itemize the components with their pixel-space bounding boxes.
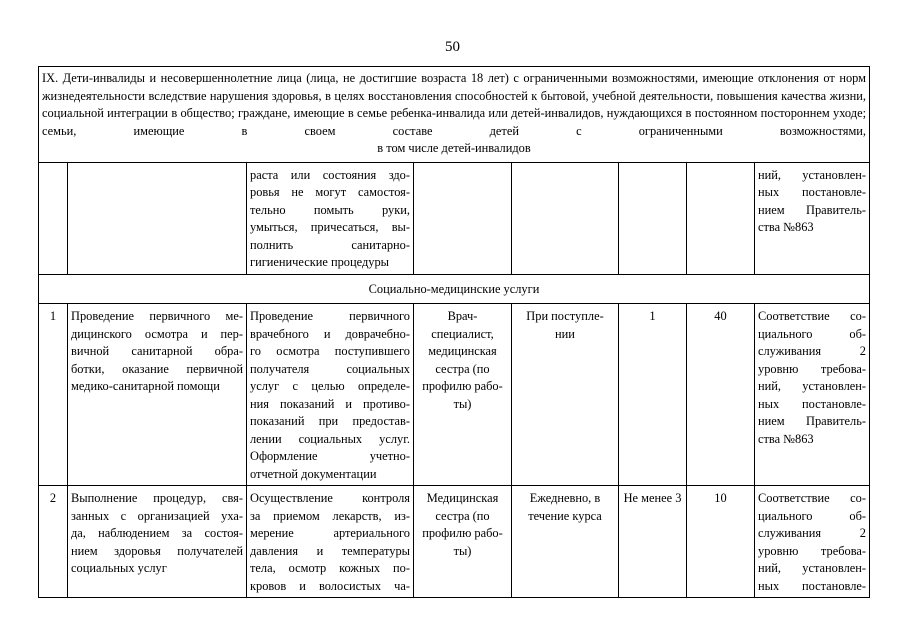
cont-desc-line: полнить санитарно- — [250, 237, 410, 252]
name-line: социальных услуг — [71, 561, 167, 575]
desc-line: Осуществление контроля — [250, 491, 410, 505]
name-line: да, наблюдением за состоя- — [71, 526, 243, 540]
frequency-line: При поступле- — [526, 309, 604, 323]
category-header — [39, 67, 870, 163]
desc-line: показаний при предостав- — [250, 414, 410, 428]
standard-line: ний, установлен- — [758, 379, 867, 393]
cont-cell-performer — [414, 162, 512, 274]
row-frequency — [512, 304, 619, 486]
standard-line: служивания 2 — [758, 344, 867, 358]
row-name — [68, 486, 247, 598]
name-line: Проведение первичного ме- — [71, 309, 243, 323]
cont-cell-num — [39, 162, 68, 274]
row-count: Не менее 3 — [619, 486, 687, 598]
desc-line: тела, осмотр кожных по- — [250, 561, 410, 575]
desc-line: получателя социальных — [250, 361, 410, 376]
desc-line: Оформление учетно- — [250, 449, 410, 463]
name-line: занных с организацией уха- — [71, 508, 243, 523]
cont-desc-line: тельно помыть руки, — [250, 202, 410, 217]
name-line: медико-санитарной помощи — [71, 379, 220, 393]
cont-desc-line: гигиенические процедуры — [250, 255, 389, 269]
cont-cell-count — [619, 162, 687, 274]
cont-cell-frequency — [512, 162, 619, 274]
performer-line: профилю рабо- — [422, 379, 503, 393]
performer-line: медицинская — [428, 344, 497, 358]
name-line: ботки, оказание первичной — [71, 361, 243, 376]
standard-line: нием Правитель- — [758, 414, 867, 428]
performer-line: сестра (по — [435, 361, 490, 376]
standard-line: уровню требова- — [758, 543, 867, 558]
row-standard — [755, 486, 870, 598]
cont-cell-duration — [687, 162, 755, 274]
table-row — [39, 304, 870, 486]
standard-line: служивания 2 — [758, 526, 867, 540]
frequency-line: течение курса — [528, 508, 602, 523]
performer-line: сестра (по — [435, 508, 490, 523]
cont-cell-description — [247, 162, 414, 274]
desc-line: врачебного и доврачебно- — [250, 326, 410, 341]
desc-line: отчетной документации — [250, 466, 377, 481]
row-name — [68, 304, 247, 486]
standard-line: Соответствие со- — [758, 491, 867, 505]
performer-line: специалист, — [431, 326, 494, 341]
standard-line: ства №863 — [758, 431, 814, 446]
continuation-row — [39, 162, 870, 274]
row-performer — [414, 304, 512, 486]
desc-line: го осмотра поступившего — [250, 344, 410, 358]
page-number: 50 — [445, 39, 460, 55]
cont-desc-line: ровья не могут самостоя- — [250, 185, 410, 199]
desc-line: ния показаний и противо- — [250, 396, 410, 411]
performer-line: Врач- — [447, 309, 478, 323]
cont-std-line: ства №863 — [758, 220, 814, 234]
performer-line: ты) — [453, 396, 472, 411]
cont-std-line: ний, установлен- — [758, 167, 867, 182]
desc-line: Проведение первичного — [250, 309, 410, 323]
row-frequency — [512, 486, 619, 598]
name-line: дицинского осмотра и пер- — [71, 326, 243, 341]
standard-line: уровню требова- — [758, 361, 867, 376]
standard-line: ний, установлен- — [758, 561, 867, 575]
row-standard — [755, 304, 870, 486]
cont-desc-line: умыться, причесаться, вы- — [250, 220, 410, 234]
performer-line: ты) — [453, 543, 472, 558]
performer-line: профилю рабо- — [422, 526, 503, 540]
standard-line: Соответствие со- — [758, 309, 867, 323]
cont-std-line: ных постановле- — [758, 185, 867, 199]
desc-line: лении социальных услуг. — [250, 431, 410, 446]
name-line: Выполнение процедур, свя- — [71, 491, 243, 505]
row-performer — [414, 486, 512, 598]
desc-line: давления и температуры — [250, 543, 410, 558]
desc-line: кровов и волосистых ча- — [250, 578, 410, 593]
desc-line: мерение артериального — [250, 526, 410, 540]
performer-line: Медицинская — [426, 491, 499, 505]
cont-cell-standard — [755, 162, 870, 274]
row-count: 1 — [619, 304, 687, 486]
table-header-row — [39, 67, 870, 163]
cont-std-line: нием Правитель- — [758, 202, 867, 217]
section-row — [39, 274, 870, 304]
category-header-last-line: в том числе детей-инвалидов — [377, 141, 531, 155]
row-duration: 10 — [687, 486, 755, 598]
standard-line: циального об- — [758, 326, 867, 341]
row-number: 1 — [39, 304, 68, 486]
standard-line: ных постановле- — [758, 578, 867, 593]
name-line: вичной санитарной обра- — [71, 344, 243, 358]
standard-line: ных постановле- — [758, 396, 867, 411]
row-description — [247, 304, 414, 486]
section-title: Социально-медицинские услуги — [39, 274, 870, 304]
cont-cell-name — [68, 162, 247, 274]
cont-desc-line: раста или состояния здо- — [250, 167, 410, 182]
services-table — [38, 66, 870, 598]
row-description — [247, 486, 414, 598]
row-duration: 40 — [687, 304, 755, 486]
row-number: 2 — [39, 486, 68, 598]
table-row — [39, 486, 870, 598]
desc-line: услуг с целью определе- — [250, 379, 410, 393]
desc-line: за приемом лекарств, из- — [250, 508, 410, 523]
frequency-line: нии — [555, 326, 575, 341]
name-line: нием здоровья получателей — [71, 543, 243, 558]
category-header-text: IX. Дети-инвалиды и несовершеннолетние лица (лица, не достигшие возраста 18 лет) с ограниченными возможностями, имеющие отклонения от норм жизнедеятельности вследствие нарушения здоровья, в целях восстановления способностей к бытовой, учебной деятельности, повышения качества жизни, социальной интеграции в общество; граждане, имеющие в семье ребенка-инвалида или детей-инвалидов, нуждающихся в постоянном постороннем уходе; семьи, имеющие в своем составе детей с ограниченными возможностями, — [42, 71, 867, 138]
standard-line: циального об- — [758, 508, 867, 523]
frequency-line: Ежедневно, в — [529, 491, 601, 505]
